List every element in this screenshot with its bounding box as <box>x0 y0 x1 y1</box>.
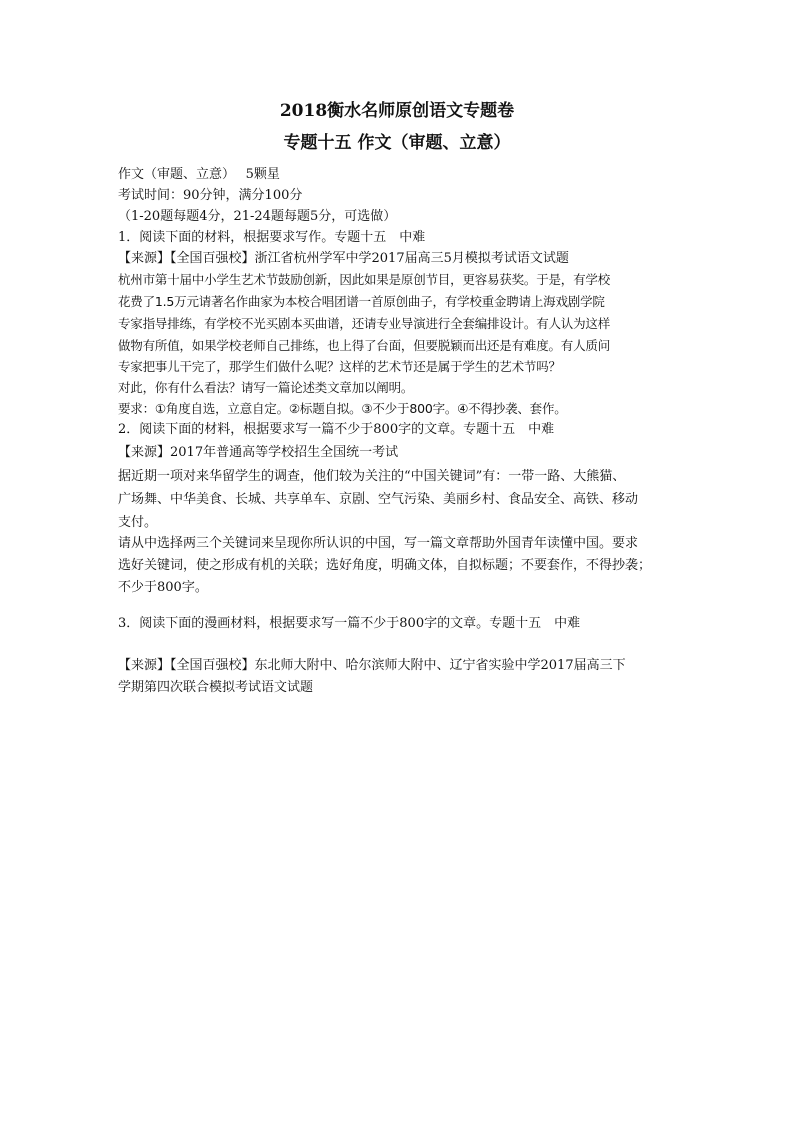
document-subtitle: 专题十五 作文（审题、立意） <box>283 133 511 153</box>
question-3-source-line: 【来源】【全国百强校】东北师大附中、哈尔滨师大附中、辽宁省实验中学2017届高三下 <box>118 658 626 673</box>
question-1-prompt: 1．阅读下面的材料，根据要求写作。专题十五 中难 <box>118 230 426 245</box>
question-2-body-line: 选好关键词，使之形成有机的关联；选好角度，明确文体，自拟标题；不要套作，不得抄袭； <box>118 558 652 573</box>
question-1-body-line: 对此，你有什么看法？请写一篇论述类文章加以阐明。 <box>118 380 414 395</box>
question-3-prompt: 3．阅读下面的漫画材料，根据要求写一篇不少于800字的文章。专题十五 中难 <box>118 616 581 631</box>
question-1-body-line: 杭州市第十届中小学生艺术节鼓励创新，因此如果是原创节目，更容易获奖。于是，有学校 <box>118 272 611 287</box>
question-3-source-line: 学期第四次联合模拟考试语文试题 <box>118 680 314 695</box>
question-1-requirements: 要求：①角度自选，立意自定。②标题自拟。③不少于800字。④不得抄袭、套作。 <box>118 401 567 416</box>
topic-line: 作文（审题、立意） 5颗星 <box>118 167 280 182</box>
question-2-body-line: 广场舞、中华美食、长城、共享单车、京剧、空气污染、美丽乡村、食品安全、高铁、移动 <box>118 492 639 507</box>
question-1-body-line: 做物有所值，如果学校老师自己排练，也上得了台面，但要脱颖而出还是有难度。有人质问 <box>118 338 611 353</box>
question-2-source: 【来源】2017年普通高等学校招生全国统一考试 <box>118 445 399 460</box>
question-1-body-line: 专家指导排练，有学校不光买剧本买曲谱，还请专业导演进行全套编排设计。有人认为这样 <box>118 316 611 331</box>
question-2-body-line: 请从中选择两三个关键词来呈现你所认识的中国，写一篇文章帮助外国青年读懂中国。要求 <box>118 536 639 551</box>
question-1-body-line: 专家把事儿干完了，那学生们做什么呢？这样的艺术节还是属于学生的艺术节吗？ <box>118 359 561 374</box>
question-2-prompt: 2．阅读下面的材料，根据要求写一篇不少于800字的文章。专题十五 中难 <box>118 422 555 437</box>
question-1-body-line: 花费了1.5万元请著名作曲家为本校合唱团谱一首原创曲子，有学校重金聘请上海戏剧学院 <box>118 294 605 309</box>
question-2-body-line: 支付。 <box>118 515 158 530</box>
document-title: 2018衡水名师原创语文专题卷 <box>279 101 515 121</box>
score-line: （1-20题每题4分，21-24题每题5分，可选做） <box>118 209 397 224</box>
question-1-source: 【来源】【全国百强校】浙江省杭州学军中学2017届高三5月模拟考试语文试题 <box>118 251 569 266</box>
question-2-body-line: 不少于800字。 <box>118 580 208 595</box>
exam-time-line: 考试时间：90分钟，满分100分 <box>118 188 303 203</box>
question-2-body-line: 据近期一项对来华留学生的调查，他们较为关注的“中国关键词”有：一带一路、大熊猫、 <box>118 469 626 484</box>
